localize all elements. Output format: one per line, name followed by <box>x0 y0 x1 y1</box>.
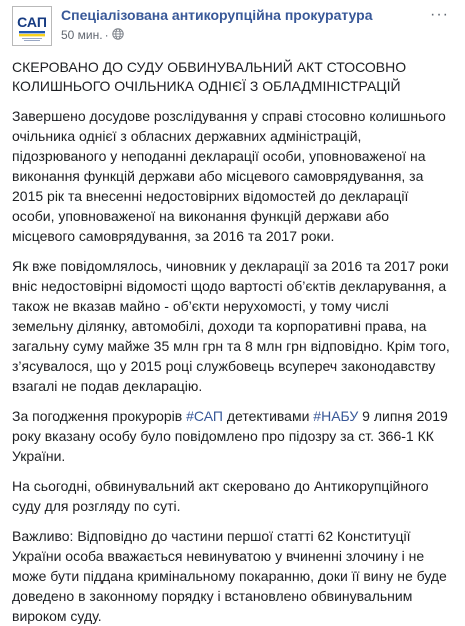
paragraph-3-text-3: 9 липня 2019 року вказану особу було повідомлено про підозру за ст. 366-1 КК України. <box>12 408 448 464</box>
more-options-button[interactable]: ··· <box>430 6 449 23</box>
post-paragraph-1: Завершено досудове розслідування у справі стосовно колишнього очільника однієї з обласних державних адміністрацій, підозрюваного у неподанні декларації особи, уповноваженої на виконання функцій держави або місцевого самоврядування, за 2015 рік та внесенні недостовірних відомостей до декларації особи, уповноваженої на виконання функцій держави або місцевого самоврядування, за 2016 та 2017 роки. <box>12 108 446 244</box>
page-avatar[interactable] <box>12 6 52 46</box>
hashtag-sap-link[interactable]: #САП <box>186 408 223 424</box>
post-body <box>6 58 453 626</box>
sap-logo-icon <box>13 7 51 45</box>
post-paragraph-4: На сьогодні, обвинувальний акт скеровано до Антикорупційного суду для розгляду по суті. <box>12 478 429 514</box>
post-paragraph-5: Важливо: Відповідно до частини першої статті 62 Конституції України особа вважається невинуватою у вчиненні злочину і не може бути піддана кримінальному покаранню, доки її вину не буде доведено в законному порядку і встановлено обвинувальним вироком суду. <box>12 528 447 624</box>
post-paragraph-2: Як вже повідомлялось, чиновник у декларації за 2016 та 2017 роки вніс недостовірні відомості щодо вартості об’єктів декларування, а також не вказав майно - об’єкти нерухомості, у тому числі земельну ділянку, автомобілі, доходи та корпоративні права, на загальну суму майже 35 млн грн та 8 млн грн відповідно. Крім того, з’ясувалося, що у 2015 році службовець всупереч законодавству взагалі не подав декларацію. <box>12 258 450 394</box>
post-timestamp[interactable]: 50 мин. <box>61 28 103 42</box>
post-paragraph-3 <box>12 406 453 466</box>
page-name-link[interactable]: Спеціалізована антикорупційна прокуратура <box>61 7 373 23</box>
paragraph-3-text-2: детективами <box>222 408 314 424</box>
globe-icon[interactable] <box>112 28 124 40</box>
meta-separator: · <box>104 28 109 42</box>
post-meta <box>61 28 124 42</box>
paragraph-3-text-1: За погодження прокурорів <box>12 408 187 424</box>
post-headline: СКЕРОВАНО ДО СУДУ ОБВИНУВАЛЬНИЙ АКТ СТОСОВНО КОЛИШНЬОГО ОЧІЛЬНИКА ОДНІЄЇ З ОБЛАДМІНІСТРАЦІЙ <box>12 59 407 94</box>
logo-text: САП <box>17 14 47 30</box>
hashtag-nabu-link[interactable]: #НАБУ <box>313 408 359 424</box>
post-header <box>6 0 453 48</box>
